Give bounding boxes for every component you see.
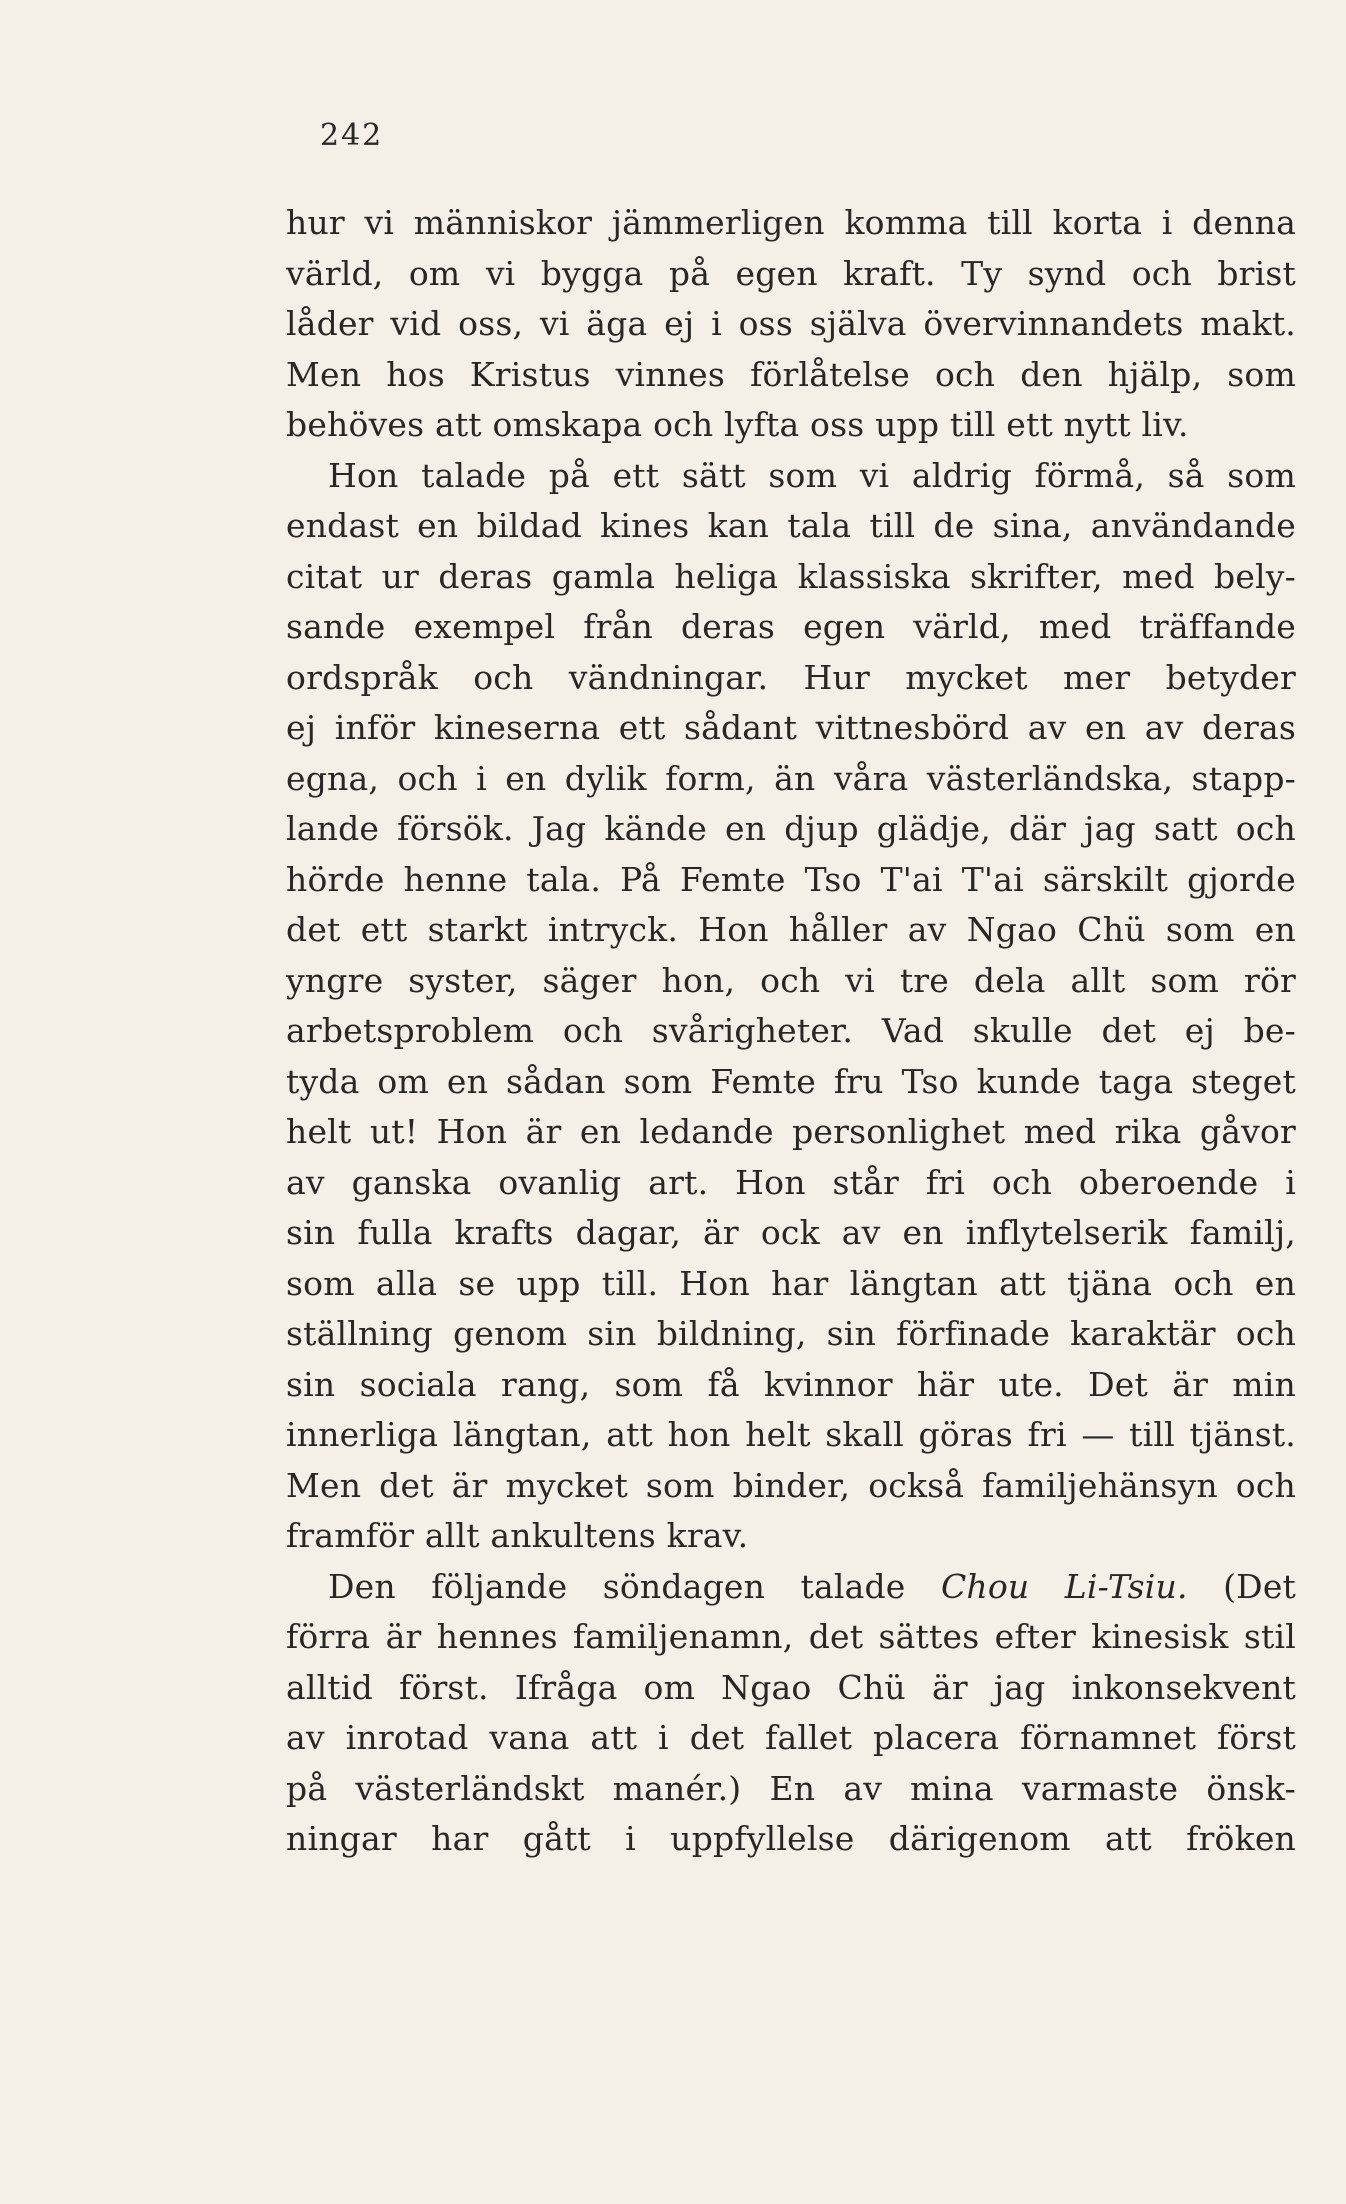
text-line xyxy=(286,1562,1296,1613)
text-line-content: citat ur deras gamla heliga klassiska skrifter, med bely- xyxy=(286,556,1296,596)
text-line-content: sin fulla krafts dagar, är ock av en inflytelserik familj, xyxy=(286,1213,1296,1252)
italic-name: Chou Li-Tsiu. xyxy=(940,1566,1188,1606)
body-text xyxy=(286,198,1296,1865)
text-line xyxy=(286,1006,1296,1057)
text-line-content: sande exempel från deras egen värld, med träffande xyxy=(286,607,1296,646)
text-line-content: tyda om en sådan som Femte fru Tso kunde taga steget xyxy=(286,1061,1296,1101)
text-line xyxy=(286,400,1296,451)
text-line-content: arbetsproblem och svårigheter. Vad skulle det ej be- xyxy=(286,1011,1296,1050)
text-line-content: av ganska ovanlig art. Hon står fri och oberoende i xyxy=(286,1162,1296,1202)
text-line xyxy=(286,1208,1296,1259)
text-line-content: innerliga längtan, att hon helt skall göras fri — till tjänst. xyxy=(286,1415,1296,1454)
text-line xyxy=(286,956,1296,1007)
text-line xyxy=(286,299,1296,350)
text-line xyxy=(286,1309,1296,1360)
text-line xyxy=(286,1511,1296,1562)
text-line xyxy=(286,1612,1296,1663)
page-number: 242 xyxy=(320,118,384,153)
text-line xyxy=(286,1107,1296,1158)
text-line xyxy=(286,552,1296,603)
text-line-content: värld, om vi bygga på egen kraft. Ty synd och brist xyxy=(286,253,1296,293)
text-line xyxy=(286,198,1296,249)
text-line xyxy=(286,804,1296,855)
text-line-content: egna, och i en dylik form, än våra västerländska, stapp- xyxy=(286,758,1296,798)
text-line-content: Men hos Kristus vinnes förlåtelse och den hjälp, som xyxy=(286,354,1296,394)
text-line xyxy=(286,754,1296,805)
text-line xyxy=(286,501,1296,552)
text-line-content: på västerländskt manér.) En av mina varmaste önsk- xyxy=(286,1768,1296,1808)
text-line xyxy=(286,1057,1296,1108)
text-line-content: yngre syster, säger hon, och vi tre dela allt som rör xyxy=(286,960,1296,1000)
text-line-content: sin sociala rang, som få kvinnor här ute. Det är min xyxy=(286,1364,1296,1404)
text-line-content: Den följande söndagen talade xyxy=(328,1566,941,1606)
text-line-content: endast en bildad kines kan tala till de sina, användande xyxy=(286,506,1296,545)
text-line xyxy=(286,1814,1296,1865)
text-line-content: helt ut! Hon är en ledande personlighet med rika gåvor xyxy=(286,1112,1296,1151)
text-line-content: förra är hennes familjenamn, det sättes efter kinesisk stil xyxy=(286,1617,1296,1656)
text-line xyxy=(286,249,1296,300)
text-line xyxy=(286,1158,1296,1209)
text-line xyxy=(286,1461,1296,1512)
text-line-content: ningar har gått i uppfyllelse därigenom att fröken xyxy=(286,1819,1296,1858)
text-line xyxy=(286,703,1296,754)
text-line xyxy=(286,855,1296,906)
text-line xyxy=(286,905,1296,956)
text-line xyxy=(286,1713,1296,1764)
text-line xyxy=(286,653,1296,704)
text-line-content: ordspråk och vändningar. Hur mycket mer betyder xyxy=(286,657,1296,697)
text-line xyxy=(286,1764,1296,1815)
text-line-content: framför allt ankultens krav. xyxy=(286,1516,749,1555)
text-line xyxy=(286,451,1296,502)
text-line-content: av inrotad vana att i det fallet placera förnamnet först xyxy=(286,1718,1296,1757)
text-line xyxy=(286,1663,1296,1714)
text-line xyxy=(286,350,1296,401)
text-line xyxy=(286,1360,1296,1411)
text-line-content: Men det är mycket som binder, också familjehänsyn och xyxy=(286,1465,1296,1505)
text-line xyxy=(286,602,1296,653)
text-line-content: ställning genom sin bildning, sin förfinade karaktär och xyxy=(286,1314,1296,1353)
text-line-content: ej inför kineserna ett sådant vittnesbörd av en av deras xyxy=(286,708,1296,747)
text-line-content: hörde henne tala. På Femte Tso T'ai T'ai särskilt gjorde xyxy=(286,859,1296,899)
text-line-content: låder vid oss, vi äga ej i oss själva övervinnandets makt. xyxy=(286,304,1296,343)
text-line-content: alltid först. Ifråga om Ngao Chü är jag inkonsekvent xyxy=(286,1667,1296,1707)
text-line-content: hur vi människor jämmerligen komma till korta i denna xyxy=(286,203,1296,242)
text-line xyxy=(286,1259,1296,1310)
text-line xyxy=(286,1410,1296,1461)
text-line-content: det ett starkt intryck. Hon håller av Ngao Chü som en xyxy=(286,910,1296,949)
text-line-content: som alla se upp till. Hon har längtan att tjäna och en xyxy=(286,1263,1296,1303)
text-line-content: lande försök. Jag kände en djup glädje, där jag satt och xyxy=(286,809,1296,848)
text-line-content: behöves att omskapa och lyfta oss upp till ett nytt liv. xyxy=(286,405,1189,444)
text-line-continuation: (Det xyxy=(1187,1566,1297,1606)
text-line-content: Hon talade på ett sätt som vi aldrig förmå, så som xyxy=(328,455,1296,495)
